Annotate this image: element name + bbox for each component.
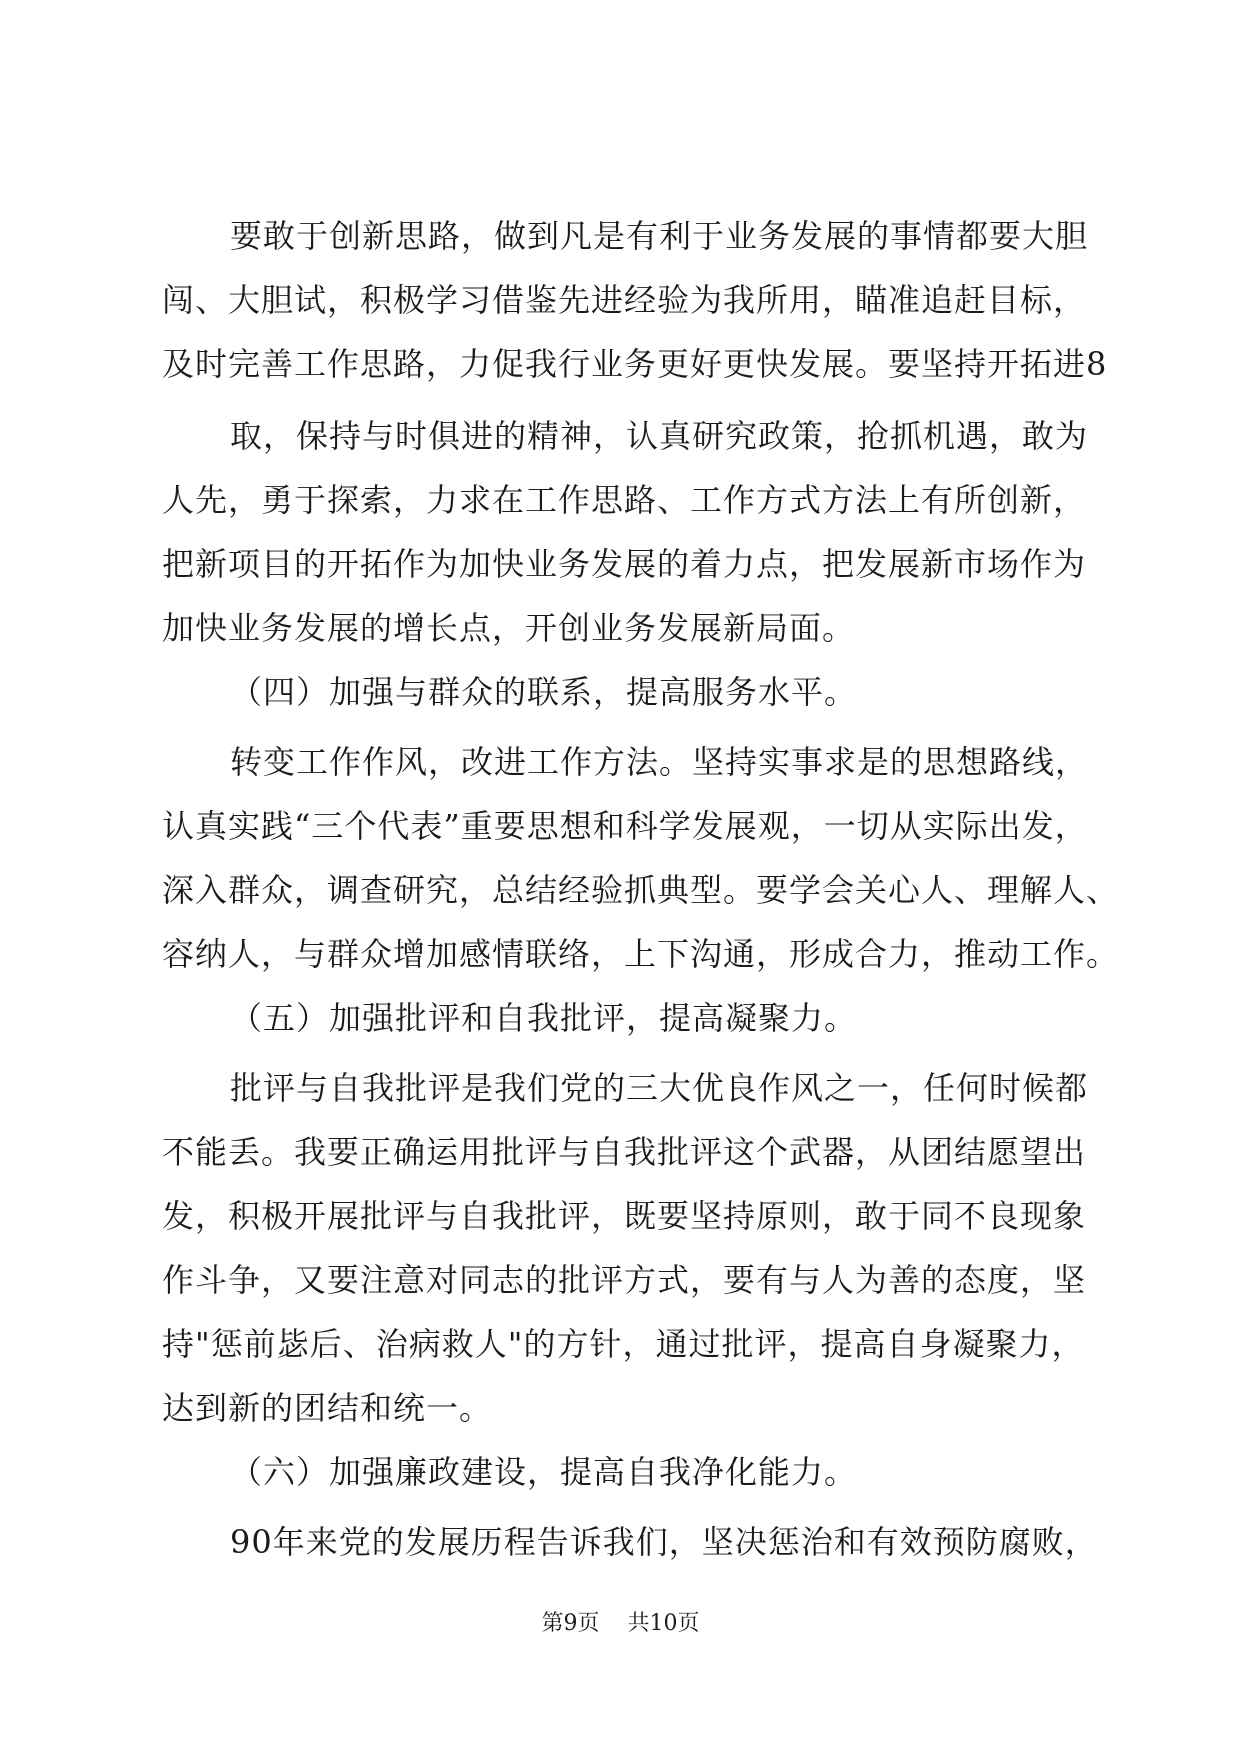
paragraph-4-line-3: 发，积极开展批评与自我批评，既要坚持原则，敢于同不良现象 [162,1197,1087,1235]
page-number: 第9页 [541,1611,600,1636]
paragraph-2-line-2: 人先，勇于探索，力求在工作思路、工作方式方法上有所创新， [162,481,1087,519]
page-footer [0,1606,1241,1642]
paragraph-4-line-1: 批评与自我批评是我们党的三大优良作风之一，任何时候都 [230,1069,1089,1107]
paragraph-2-line-3: 把新项目的开拓作为加快业务发展的着力点，把发展新市场作为 [162,545,1087,583]
paragraph-2-line-4: 加快业务发展的增长点，开创业务发展新局面。 [162,609,856,647]
paragraph-5-line-1: 90年来党的发展历程告诉我们，坚决惩治和有效预防腐败， [230,1523,1098,1561]
paragraph-2-line-1: 取，保持与时俱进的精神，认真研究政策，抢抓机遇，敢为 [230,417,1089,455]
section-heading-6: （六）加强廉政建设，提高自我净化能力。 [230,1453,858,1491]
paragraph-1-line-2: 闯、大胆试，积极学习借鉴先进经验为我所用，瞄准追赶目标， [162,281,1087,319]
paragraph-4-line-5: 持"惩前毖后、治病救人"的方针，通过批评，提高自身凝聚力， [162,1325,1085,1363]
paragraph-3-line-4: 容纳人，与群众增加感情联络，上下沟通，形成合力，推动工作。 [162,935,1120,973]
paragraph-3-line-3: 深入群众，调查研究，总结经验抓典型。要学会关心人、理解人、 [162,871,1120,909]
paragraph-4-line-6: 达到新的团结和统一。 [162,1389,493,1427]
page-total: 共10页 [627,1611,700,1636]
paragraph-3-line-1: 转变工作作风，改进工作方法。坚持实事求是的思想路线， [230,743,1089,781]
section-heading-4: （四）加强与群众的联系，提高服务水平。 [230,673,858,711]
section-heading-5: （五）加强批评和自我批评，提高凝聚力。 [230,999,858,1037]
paragraph-1-line-3: 及时完善工作思路，力促我行业务更好更快发展。要坚持开拓进8 [162,345,1108,383]
paragraph-4-line-2: 不能丢。我要正确运用批评与自我批评这个武器，从团结愿望出 [162,1133,1087,1171]
paragraph-3-line-2: 认真实践“三个代表”重要思想和科学发展观，一切从实际出发， [162,807,1088,845]
paragraph-1-line-1: 要敢于创新思路，做到凡是有利于业务发展的事情都要大胆 [230,217,1089,255]
paragraph-4-line-4: 作斗争，又要注意对同志的批评方式，要有与人为善的态度，坚 [162,1261,1087,1299]
